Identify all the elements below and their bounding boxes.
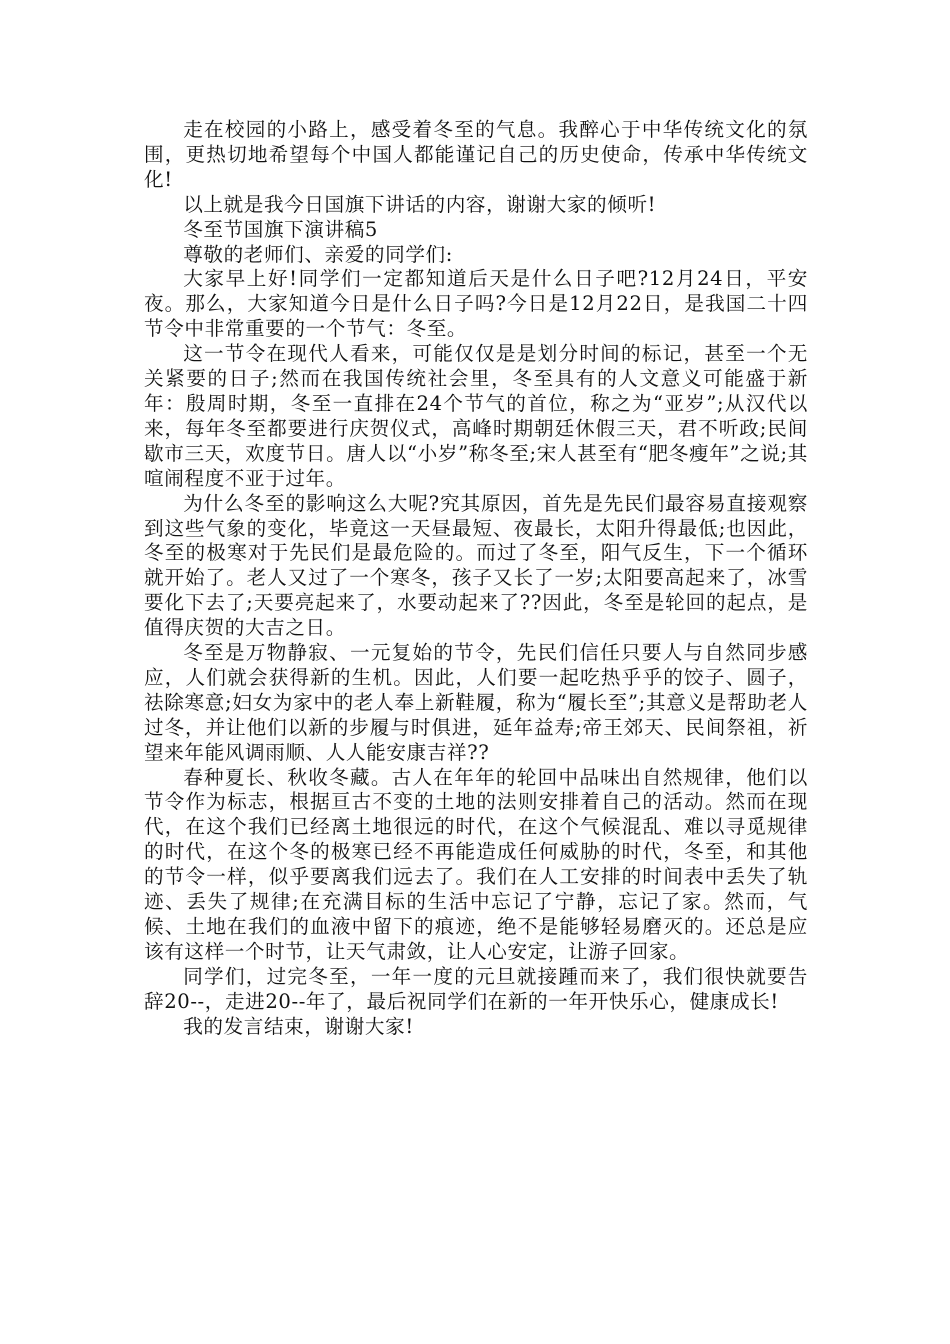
- document-body: [144, 118, 808, 1040]
- paragraph-9: 春种夏长、秋收冬藏。古人在年年的轮回中品味出自然规律，他们以节令作为标志，根据亘古不变的土地的法则安排着自己的活动。然而在现代，在这个我们已经离土地很远的时代，在这个气候混乱、难以寻觅规律的时代，在这个冬的极寒已经不再能造成任何威胁的时代，冬至，和其他的节令一样，似乎要离我们远去了。我们在人工安排的时间表中丢失了轨迹、丢失了规律;在充满目标的生活中忘记了宁静，忘记了家。然而，气候、土地在我们的血液中留下的痕迹，绝不是能够轻易磨灭的。还总是应该有这样一个时节，让天气肃敛，让人心安定，让游子回家。: [144, 765, 808, 963]
- paragraph-7: 为什么冬至的影响这么大呢?究其原因，首先是先民们最容易直接观察到这些气象的变化，毕竟这一天昼最短、夜最长，太阳升得最低;也因此，冬至的极寒对于先民们是最危险的。而过了冬至，阳气反生，下一个循环就开始了。老人又过了一个寒冬，孩子又长了一岁;太阳要高起来了，冰雪要化下去了;天要亮起来了，水要动起来了??因此，冬至是轮回的起点，是值得庆贺的大吉之日。: [144, 491, 808, 640]
- paragraph-1: 走在校园的小路上，感受着冬至的气息。我醉心于中华传统文化的氛围，更热切地希望每个中国人都能谨记自己的历史使命，传承中华传统文化!: [144, 118, 808, 191]
- paragraph-2: 以上就是我今日国旗下讲话的内容，谢谢大家的倾听!: [183, 192, 657, 216]
- salutation: 尊敬的老师们、亲爱的同学们:: [183, 242, 453, 266]
- closing-line: 我的发言结束，谢谢大家!: [183, 1014, 414, 1038]
- paragraph-6: 这一节令在现代人看来，可能仅仅是是划分时间的标记，甚至一个无关紧要的日子;然而在我国传统社会里，冬至具有的人文意义可能盛于新年：殷周时期，冬至一直排在24个节气的首位，称之为“亚岁”;从汉代以来，每年冬至都要进行庆贺仪式，高峰时期朝廷休假三天，君不听政;民间歇市三天，欢度节日。唐人以“小岁”称冬至;宋人甚至有“肥冬瘦年”之说;其喧闹程度不亚于过年。: [144, 342, 808, 490]
- paragraph-8: 冬至是万物静寂、一元复始的节令，先民们信任只要人与自然同步感应，人们就会获得新的生机。因此，人们要一起吃热乎乎的饺子、圆子，祛除寒意;妇女为家中的老人奉上新鞋履，称为“履长至”;其意义是帮助老人过冬，并让他们以新的步履与时俱进，延年益寿;帝王郊天、民间祭祖，祈望来年能风调雨顺、人人能安康吉祥??: [144, 641, 808, 764]
- paragraph-10: 同学们，过完冬至，一年一度的元旦就接踵而来了，我们很快就要告辞20--，走进20--年了，最后祝同学们在新的一年开快乐心，健康成长!: [144, 964, 808, 1013]
- section-title: 冬至节国旗下演讲稿5: [183, 217, 378, 241]
- paragraph-5: 大家早上好!同学们一定都知道后天是什么日子吧?12月24日，平安夜。那么，大家知道今日是什么日子吗?今日是12月22日，是我国二十四节令中非常重要的一个节气：冬至。: [144, 267, 808, 341]
